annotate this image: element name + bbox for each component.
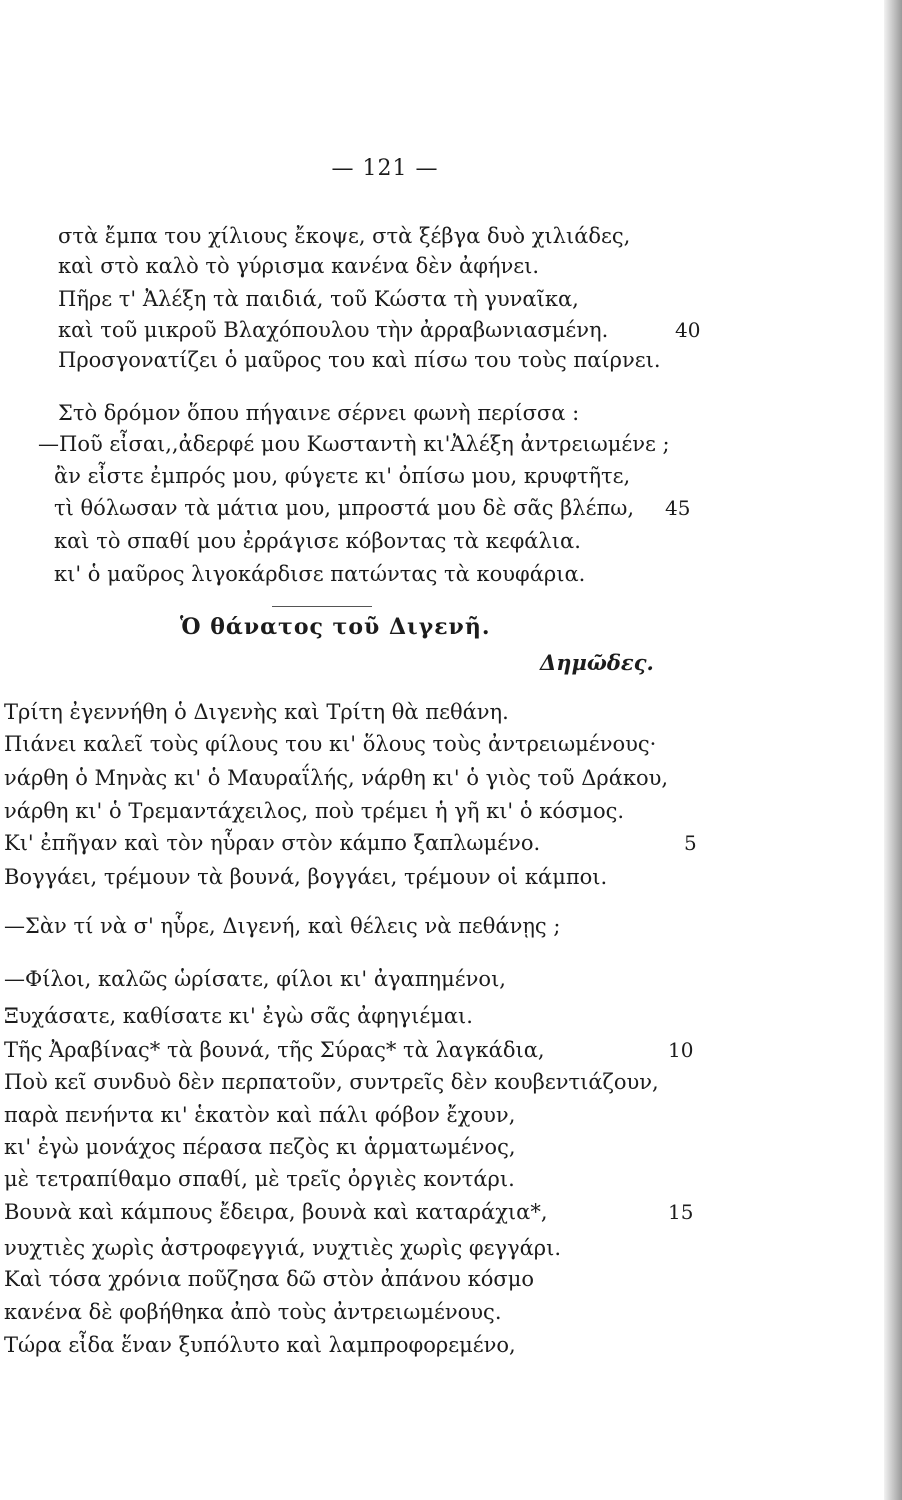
section-divider: [272, 606, 372, 607]
poem-line: Ποὺ κεῖ συνδυὸ δὲν περπατοῦν, συντρεῖς δὲν κουβεντιάζουν,: [4, 1070, 659, 1094]
poem-line: στὰ ἔμπα του χίλιους ἔκοψε, στὰ ξέβγα δυὸ χιλιάδες,: [58, 224, 631, 248]
poem-line: μὲ τετραπίθαμο σπαθί, μὲ τρεῖς ὀργιὲς κοντάρι.: [4, 1167, 515, 1191]
poem-line: Καὶ τόσα χρόνια ποῦζησα δῶ στὸν ἀπάνου κόσμο: [4, 1267, 535, 1291]
poem-line: παρὰ πενήντα κι' ἑκατὸν καὶ πάλι φόβον ἔχουν,: [4, 1103, 516, 1127]
poem-line: —Φίλοι, καλῶς ὡρίσατε, φίλοι κι' ἀγαπημένοι,: [4, 967, 506, 991]
poem-line: Τῆς Ἀραβίνας* τὰ βουνά, τῆς Σύρας* τὰ λαγκάδια,: [4, 1038, 545, 1062]
poem-line: Πῆρε τ' Ἀλέξη τὰ παιδιά, τοῦ Κώστα τὴ γυναῖκα,: [58, 287, 579, 311]
poem-line: Τώρα εἶδα ἕναν ξυπόλυτο καὶ λαμπροφορεμένο,: [4, 1333, 516, 1357]
poem-line: νυχτιὲς χωρὶς ἀστροφεγγιά, νυχτιὲς χωρὶς φεγγάρι.: [4, 1236, 562, 1260]
poem-line: νάρθη ὁ Μηνὰς κι' ὁ Μαυραΐλής, νάρθη κι' ὁ γιὸς τοῦ Δράκου,: [4, 766, 669, 790]
poem-line: καὶ τοῦ μικροῦ Βλαχόπουλου τὴν ἀρραβωνιασμένη.: [58, 318, 609, 342]
poem-line: καὶ στὸ καλὸ τὸ γύρισμα κανένα δὲν ἀφήνει.: [58, 254, 540, 278]
poem-line: —Ποῦ εἶσαι,,ἀδερφέ μου Κωσταντὴ κι'Ἀλέξη ἀντρειωμένε ;: [38, 432, 670, 456]
line-number: 5: [684, 831, 697, 855]
line-number: 10: [668, 1038, 694, 1062]
poem-line: τὶ θόλωσαν τὰ μάτια μου, μπροστά μου δὲ σᾶς βλέπω,: [54, 496, 635, 520]
poem-line: Βουνὰ καὶ κάμπους ἔδειρα, βουνὰ καὶ καταράχια*,: [4, 1200, 548, 1224]
poem-line: Τρίτη ἐγεννήθη ὁ Διγενὴς καὶ Τρίτη θὰ πεθάνη.: [4, 700, 509, 724]
poem-line: Πιάνει καλεῖ τοὺς φίλους του κι' ὅλους τοὺς ἀντρειωμένους·: [4, 732, 657, 756]
poem-line: Προσγονατίζει ὁ μαῦρος του καὶ πίσω του τοὺς παίρνει.: [58, 348, 661, 372]
page-number: — 121 —: [331, 156, 439, 181]
poem-line: κι' ἐγὼ μονάχος πέρασα πεζὸς κι ἁρματωμένος,: [4, 1135, 516, 1159]
poem-line: Κι' ἐπῆγαν καὶ τὸν ηὗραν στὸν κάμπο ξαπλωμένο.: [4, 831, 541, 855]
poem-line: ἂν εἶστε ἐμπρός μου, φύγετε κι' ὀπίσω μου, κρυφτῆτε,: [54, 464, 631, 488]
section-subtitle: Δημῶδες.: [540, 650, 654, 675]
poem-line: νάρθη κι' ὁ Τρεμαντάχειλος, ποὺ τρέμει ἡ γῆ κι' ὁ κόσμος.: [4, 799, 625, 823]
poem-line: Ξυχάσατε, καθίσατε κι' ἐγὼ σᾶς ἀφηγιέμαι.: [4, 1004, 473, 1028]
poem-line: κι' ὁ μαῦρος λιγοκάρδισε πατώντας τὰ κουφάρια.: [54, 562, 586, 586]
poem-line: κανένα δὲ φοβήθηκα ἀπὸ τοὺς ἀντρειωμένους.: [4, 1300, 502, 1324]
poem-line: —Σὰν τί νὰ σ' ηὗρε, Διγενή, καὶ θέλεις νὰ πεθάνῃς ;: [4, 914, 561, 938]
line-number: 45: [665, 496, 691, 520]
poem-line: Βογγάει, τρέμουν τὰ βουνά, βογγάει, τρέμουν οἱ κάμποι.: [4, 865, 608, 889]
section-title: Ὁ θάνατος τοῦ Διγενῆ.: [180, 614, 491, 640]
poem-line: καὶ τὸ σπαθί μου ἐρράγισε κόβοντας τὰ κεφάλια.: [54, 529, 581, 553]
page-edge-shadow: [884, 0, 902, 1500]
line-number: 15: [668, 1200, 694, 1224]
line-number: 40: [675, 318, 701, 342]
poem-line: Στὸ δρόμον ὅπου πήγαινε σέρνει φωνὴ περίσσα :: [58, 401, 580, 425]
